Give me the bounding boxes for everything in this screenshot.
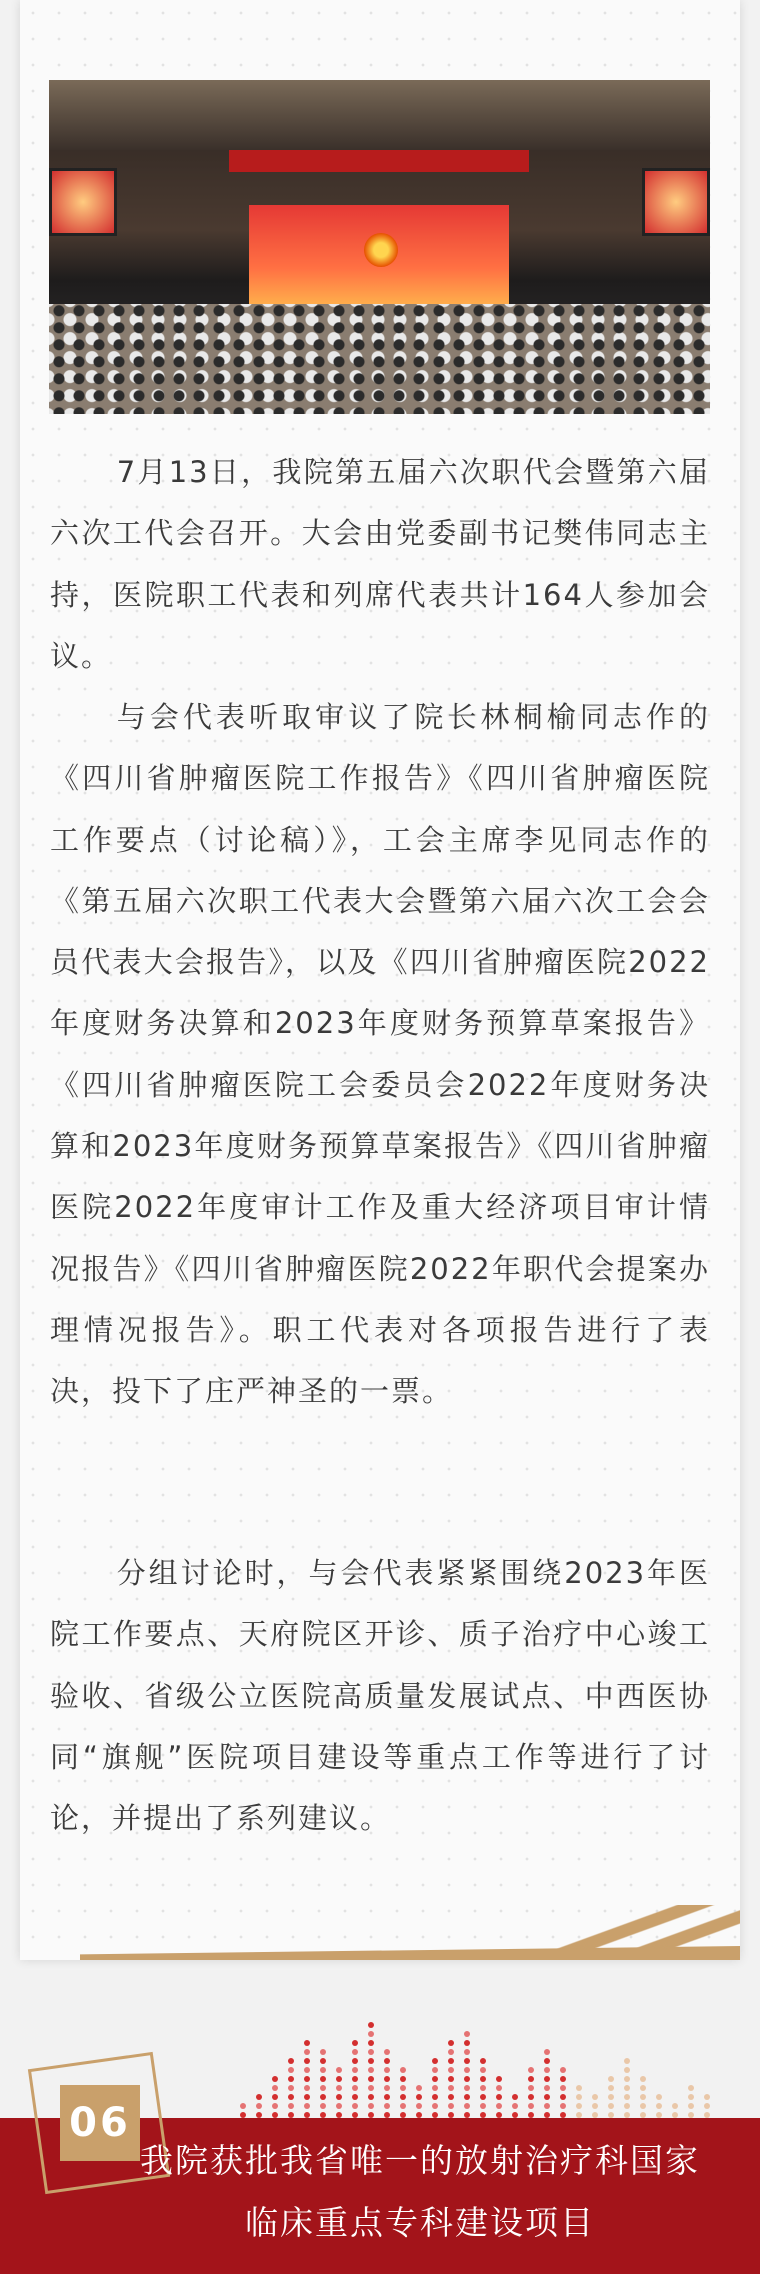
paragraph-1: 7月13日，我院第五届六次职代会暨第六届六次工代会召开。大会由党委副书记樊伟同志主持，医院职工代表和列席代表共计164人参加会议。 [50,455,710,673]
decorative-dot [640,2085,646,2091]
decorative-dot [352,2049,358,2055]
decorative-dot [304,2040,310,2046]
decorative-dot [304,2058,310,2064]
decorative-dot [544,2058,550,2064]
decorative-dot [432,2076,438,2082]
decorative-dot [336,2085,342,2091]
decorative-dot [416,2094,422,2100]
decorative-dot [336,2067,342,2073]
decorative-dot [544,2085,550,2091]
decorative-dot [352,2076,358,2082]
decorative-dot [304,2049,310,2055]
decorative-dot [560,2094,566,2100]
decorative-dot [352,2040,358,2046]
decorative-dot [480,2094,486,2100]
decorative-dot [384,2085,390,2091]
decorative-dot [352,2085,358,2091]
decorative-dot [400,2067,406,2073]
decorative-dot [576,2085,582,2091]
decorative-dot [512,2094,518,2100]
decorative-dot [688,2085,694,2091]
decorative-dot [560,2076,566,2082]
decorative-dot [624,2067,630,2073]
decorative-dot [352,2094,358,2100]
decorative-dot [432,2085,438,2091]
decorative-dot [464,2040,470,2046]
decorative-dot [288,2067,294,2073]
decorative-dot [320,2076,326,2082]
decorative-dot [688,2103,694,2109]
decorative-dot [480,2103,486,2109]
decorative-dot [480,2076,486,2082]
decorative-dot [320,2085,326,2091]
decorative-dot [256,2103,262,2109]
decorative-dot [624,2076,630,2082]
decorative-dot [624,2094,630,2100]
decorative-dot [528,2094,534,2100]
decorative-dot [416,2103,422,2109]
decorative-dot [528,2076,534,2082]
decorative-dot [272,2085,278,2091]
decorative-dot [592,2103,598,2109]
decorative-dot [464,2076,470,2082]
decorative-dot [240,2103,246,2109]
decorative-dot [352,2067,358,2073]
decorative-dot [608,2085,614,2091]
decorative-dot [640,2094,646,2100]
decorative-dot [528,2085,534,2091]
decorative-dot [368,2031,374,2037]
decorative-dot [288,2076,294,2082]
decorative-dot [432,2067,438,2073]
decorative-dot [544,2103,550,2109]
decorative-dot [656,2103,662,2109]
decorative-dot [448,2067,454,2073]
decorative-dot [464,2058,470,2064]
decorative-dot [640,2103,646,2109]
decorative-dot [384,2094,390,2100]
section-number-badge: 06 [60,2085,140,2161]
decorative-dot [352,2058,358,2064]
decorative-dot [288,2094,294,2100]
decorative-dot [672,2103,678,2109]
dot-equalizer-decoration [235,2020,735,2120]
decorative-dot [448,2040,454,2046]
decorative-dot [304,2076,310,2082]
decorative-dot [464,2067,470,2073]
emblem-icon [364,233,398,267]
decorative-dot [608,2076,614,2082]
meeting-photo [49,80,710,414]
decorative-dot [384,2103,390,2109]
decorative-dot [624,2085,630,2091]
decorative-dot [512,2103,518,2109]
decorative-dot [272,2103,278,2109]
decorative-dot [400,2094,406,2100]
decorative-dot [304,2067,310,2073]
decorative-dot [560,2103,566,2109]
decorative-dot [256,2094,262,2100]
decorative-dot [560,2067,566,2073]
decorative-dot [384,2058,390,2064]
decorative-dot [368,2103,374,2109]
decorative-dot [464,2085,470,2091]
paragraph-2: 与会代表听取审议了院长林桐榆同志作的《四川省肿瘤医院工作报告》《四川省肿瘤医院工作要点（讨论稿）》，工会主席李见同志作的《第五届六次职工代表大会暨第六届六次工会会员代表大会报告》，以及《四川省肿瘤医院2022年度财务决算和2023年度财务预算草案报告》《四川省肿瘤医院工会委员会2022年度财务决算和2023年度财务预算草案报告》《四川省肿瘤医院2022年度审计工作及重大经济项目审计情况报告》《四川省肿瘤医院2022年职代会提案办理情况报告》。职工代表对各项报告进行了表决，投下了庄严神圣的一票。 [50,700,710,1409]
decorative-dot [272,2094,278,2100]
decorative-dot [608,2103,614,2109]
decorative-dot [608,2094,614,2100]
decorative-dot [384,2076,390,2082]
decorative-dot [704,2094,710,2100]
decorative-dot [320,2058,326,2064]
decorative-dot [624,2058,630,2064]
decorative-dot [336,2094,342,2100]
decorative-dot [272,2076,278,2082]
decorative-dot [528,2067,534,2073]
section-title-line-1: 我院获批我省唯一的放射治疗科国家 [140,2141,700,2180]
decorative-dot [368,2040,374,2046]
decorative-dot [448,2049,454,2055]
decorative-dot [480,2085,486,2091]
decorative-dot [464,2094,470,2100]
decorative-dot [544,2094,550,2100]
decorative-dot [624,2103,630,2109]
decorative-dot [352,2103,358,2109]
decorative-dot [496,2076,502,2082]
decorative-dot [592,2094,598,2100]
decorative-dot [528,2103,534,2109]
decorative-dot [400,2076,406,2082]
decorative-dot [544,2049,550,2055]
decorative-dot [448,2103,454,2109]
decorative-dot [448,2058,454,2064]
decorative-dot [496,2085,502,2091]
decorative-dot [400,2103,406,2109]
decorative-dot [304,2094,310,2100]
decorative-dot [544,2067,550,2073]
decorative-dot [288,2058,294,2064]
decorative-dot [560,2085,566,2091]
decorative-dot [368,2085,374,2091]
paragraph-3: 分组讨论时，与会代表紧紧围绕2023年医院工作要点、天府院区开诊、质子治疗中心竣工验收、省级公立医院高质量发展试点、中西医协同“旗舰”医院项目建设等重点工作等进行了讨论，并提出了系列建议。 [50,1556,710,1836]
decorative-dot [288,2103,294,2109]
decorative-dot [320,2067,326,2073]
decorative-dot [464,2031,470,2037]
section-title-line-2: 临床重点专科建设项目 [245,2203,595,2242]
decorative-dot [576,2094,582,2100]
decorative-dot [368,2022,374,2028]
decorative-dot [304,2085,310,2091]
decorative-dot [544,2076,550,2082]
decorative-dot [480,2058,486,2064]
decorative-dot [368,2076,374,2082]
decorative-dot [320,2103,326,2109]
decorative-dot [400,2085,406,2091]
decorative-dot [432,2058,438,2064]
decorative-dot [496,2094,502,2100]
decorative-dot [464,2049,470,2055]
decorative-dot [320,2094,326,2100]
decorative-dot [368,2067,374,2073]
decorative-dot [688,2094,694,2100]
decorative-dot [480,2067,486,2073]
decorative-dot [416,2085,422,2091]
decorative-dot [368,2058,374,2064]
decorative-dot [656,2094,662,2100]
decorative-dot [448,2094,454,2100]
section-title [90,2130,750,2254]
decorative-dot [448,2076,454,2082]
decorative-dot [464,2103,470,2109]
decorative-dot [704,2103,710,2109]
decorative-dot [384,2049,390,2055]
decorative-dot [304,2103,310,2109]
decorative-dot [576,2103,582,2109]
decorative-dot [336,2103,342,2109]
decorative-dot [448,2085,454,2091]
decorative-dot [432,2103,438,2109]
decorative-dot [432,2094,438,2100]
decorative-dot [640,2076,646,2082]
decorative-dot [368,2049,374,2055]
decorative-dot [288,2085,294,2091]
decorative-dot [496,2103,502,2109]
decorative-dot [384,2067,390,2073]
decorative-dot [336,2076,342,2082]
decorative-dot [368,2094,374,2100]
decorative-dot [320,2049,326,2055]
